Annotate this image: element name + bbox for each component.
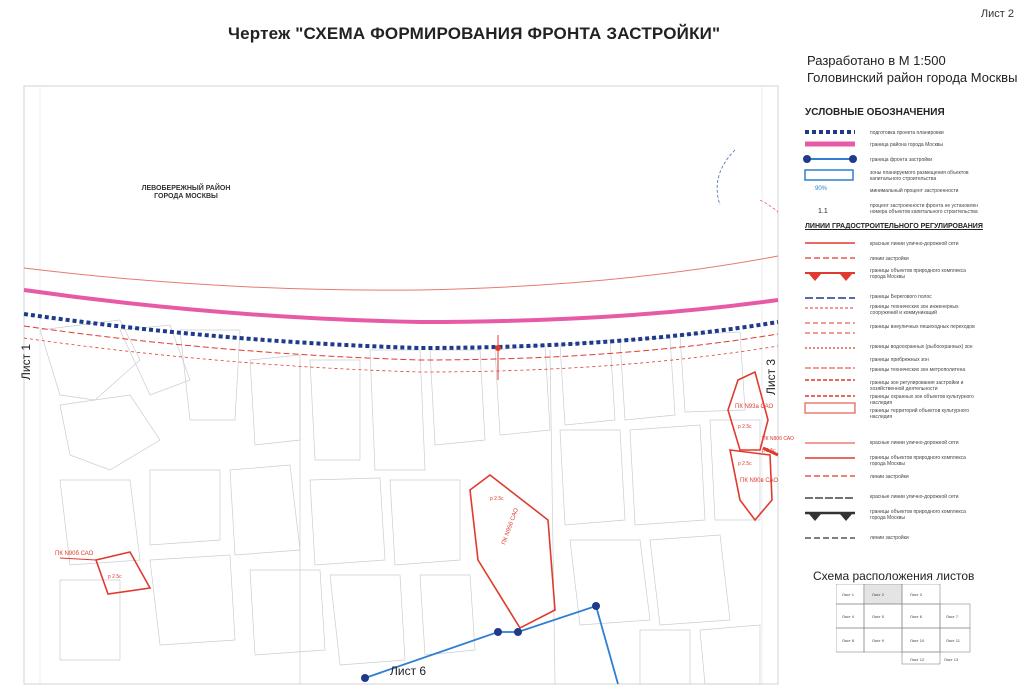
planning-boundary: [24, 314, 778, 348]
sheet-layout-title: Схема расположения листов: [813, 569, 975, 583]
district-boundary: [24, 290, 778, 322]
legend-item: минимальный процент застроенности: [870, 188, 959, 194]
pk-pct-2: р 2.5с: [490, 496, 504, 502]
legend-reg-item: границы объектов природного комплекса города Москвы: [870, 268, 966, 280]
legend-num: 1.1: [818, 208, 828, 215]
legend-reg-item: границы Берегового полос: [870, 294, 932, 300]
legend-reg-item: границы технических зон инженерных сооружений и коммуникаций: [870, 304, 959, 316]
sheet-number: Лист 2: [980, 8, 1014, 20]
ramp-arc: [717, 150, 735, 205]
sheet-cell: Лист 13: [944, 657, 959, 662]
legend-reg-item: границы зон регулирования застройки и хозяйственной деятельности: [870, 380, 964, 392]
legend-reg-item: границы объектов природного комплекса города Москвы: [870, 509, 966, 521]
sheet-cell: Лист 11: [946, 638, 960, 643]
legend-reg-item: границы прибрежных зон: [870, 357, 929, 363]
legend-symbols: [795, 118, 875, 568]
sheet-ref-right: Лист 3: [764, 358, 778, 395]
district-label: ЛЕВОБЕРЕЖНЫЙ РАЙОН: [141, 185, 231, 192]
sheet-ref-left: Лист 1: [19, 343, 33, 380]
building-footprints: [40, 320, 760, 684]
frontage-node: [494, 628, 502, 636]
legend-reg-item: границы водоохранных (рыбоохранных) зон: [870, 344, 973, 350]
pk-connector: [60, 558, 96, 560]
scale-text: Разработано в М 1:500: [807, 53, 946, 68]
scale-block: [807, 52, 1017, 86]
district-text: Головинский район города Москвы: [807, 70, 1018, 85]
pk-label-1: ПК N90б САО: [55, 551, 94, 557]
legend-item: граница района города Москвы: [870, 142, 944, 148]
frontage-node: [514, 628, 522, 636]
frontage-node: [361, 674, 369, 682]
red-line-top: [24, 256, 778, 290]
pk-label-4: ПК N90в САО: [740, 478, 779, 484]
legend-reg-item: линии застройки: [870, 256, 909, 262]
sheet-cell: Лист 4: [842, 614, 855, 619]
sheet-cell: Лист 12: [910, 657, 925, 662]
sheet-cell: Лист 2: [872, 592, 885, 597]
legend-reg-item: границы территорий объектов культурного наследия: [870, 408, 969, 420]
legend-reg-item: линии застройки: [870, 535, 909, 541]
sheet-cell: Лист 7: [946, 614, 959, 619]
legend-reg-item: красные линии улично-дорожной сети: [870, 494, 959, 500]
marker-dot: [495, 345, 501, 351]
sheet-cell: Лист 10: [910, 638, 925, 643]
legend-reg-item: линии застройки: [870, 474, 909, 480]
ramp-arc-red: [760, 200, 778, 212]
legend-item: подготовка проекта планировки: [870, 130, 944, 136]
legend-reg-item: красные линии улично-дорожной сети: [870, 241, 959, 247]
sheet-layout-grid[interactable]: [836, 584, 976, 666]
legend-reg-item: границы охранных зон объектов культурного наследия: [870, 394, 974, 406]
frontage-node: [592, 602, 600, 610]
sheet-cell: Лист 8: [842, 638, 855, 643]
legend-pct: 90%: [815, 186, 828, 192]
sheet-cell: Лист 1: [842, 592, 855, 597]
pk-zone-1: [96, 552, 150, 594]
sheet-cell: Лист 6: [910, 614, 923, 619]
pk-pct-1: р 2.5с: [108, 574, 122, 580]
legend-reg-item: границы объектов природного комплекса города Москвы: [870, 455, 966, 467]
legend-item: граница фронта застройки: [870, 157, 933, 163]
legend-item: процент застроенности фронта не установлен номера объектов капитального строительства: [870, 203, 979, 215]
legend-title: УСЛОВНЫЕ ОБОЗНАЧЕНИЯ: [805, 107, 945, 118]
pk-label-5: ПК N80б САО: [762, 436, 794, 442]
sheet-ref-bottom: Лист 6: [390, 664, 427, 678]
legend-reg-item: границы технических зон метрополитена: [870, 367, 966, 373]
legend-subtitle: ЛИНИИ ГРАДОСТРОИТЕЛЬНОГО РЕГУЛИРОВАНИЯ: [805, 223, 983, 230]
pk-label-3: ПК N93а САО: [735, 404, 774, 410]
sheet-cell: Лист 3: [910, 592, 923, 597]
pk-pct-4: р 2.5с: [738, 461, 752, 467]
pk-label-2: ПК N95б САО: [501, 507, 520, 546]
sheet-cell: Лист 9: [872, 638, 885, 643]
sheet-cell: Лист 5: [872, 614, 885, 619]
pk-pct-5: р 2.5с: [762, 448, 776, 454]
district-label: ГОРОДА МОСКВЫ: [154, 193, 218, 200]
pk-pct-3: р 2.5с: [738, 424, 752, 430]
pk-zone-2: [470, 475, 555, 628]
legend-reg-item: границы внеуличных пешеходных переходов: [870, 324, 975, 330]
pk-zones: [96, 372, 772, 628]
drawing-title: Чертеж "СХЕМА ФОРМИРОВАНИЯ ФРОНТА ЗАСТРОЙКИ": [228, 24, 721, 43]
legend-reg-item: красные линии улично-дорожной сети: [870, 440, 959, 446]
legend-item: зоны планируемого размещения объектов капитального строительства: [870, 170, 969, 182]
